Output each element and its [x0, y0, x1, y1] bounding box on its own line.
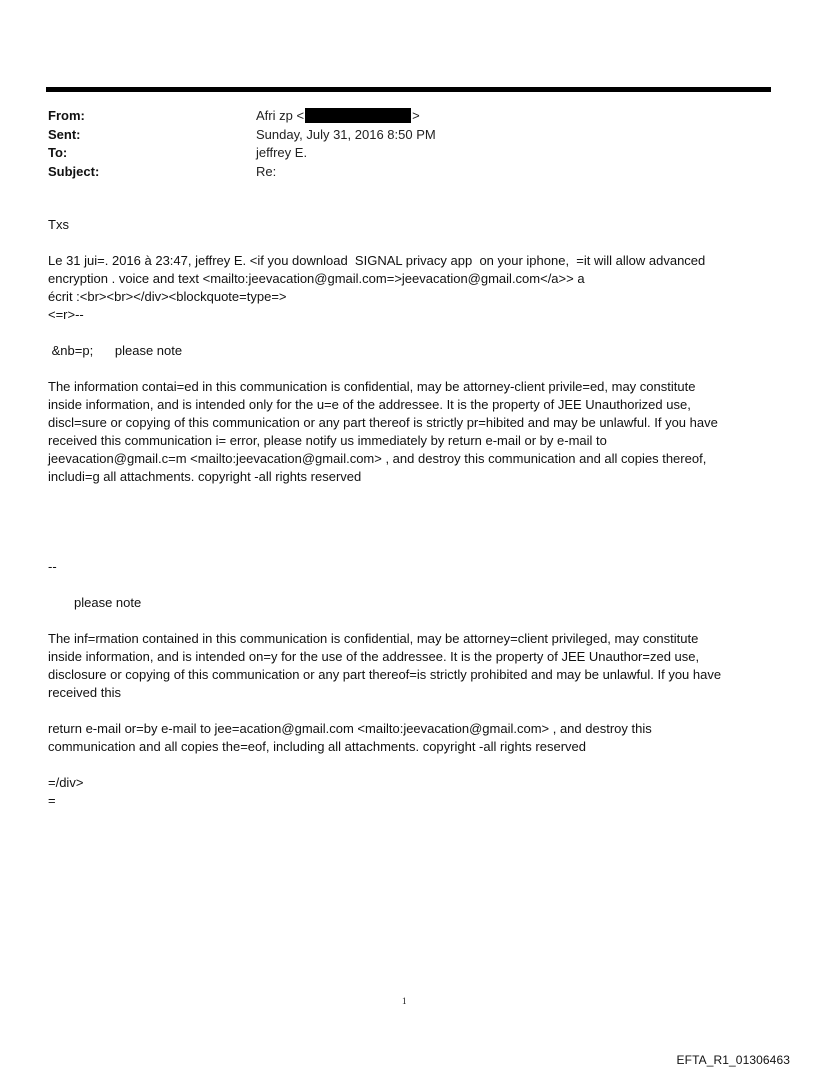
email-body [48, 216, 768, 810]
document-id: EFTA_R1_01306463 [676, 1053, 790, 1067]
subject-label: Subject: [48, 163, 100, 179]
subject-value: Re: [256, 163, 277, 179]
note-line: please note [74, 595, 142, 610]
disclaimer-line: disclosure or copying of this communication or any part thereof=is strictly prohibited and may be unlawful. If you have [48, 667, 722, 682]
from-open-bracket: < [296, 108, 305, 123]
closing-line: =/div> [48, 775, 84, 790]
sent-row [48, 126, 436, 145]
email-header [48, 107, 436, 181]
sent-label: Sent: [48, 126, 81, 142]
redaction-bar [305, 108, 411, 123]
quote-line: <=r>-- [48, 307, 84, 322]
from-value [256, 107, 420, 126]
sent-value: Sunday, July 31, 2016 8:50 PM [256, 126, 436, 142]
from-row [48, 107, 436, 126]
disclaimer-line: The inf=rmation contained in this communication is confidential, may be attorney=client privileged, may constitute [48, 631, 699, 646]
from-close-bracket: > [412, 108, 420, 123]
closing-line: = [48, 793, 56, 808]
note-line: &nb=p; please note [48, 343, 183, 358]
quote-line: Le 31 jui=. 2016 à 23:47, jeffrey E. <if you download SIGNAL privacy app on your iphone, =it will allow advanced [48, 253, 706, 268]
disclaimer-line: discl=sure or copying of this communication or any part thereof is strictly pr=hibited and may be unlawful. If you have [48, 415, 718, 430]
to-value: jeffrey E. [256, 145, 308, 160]
return-line: communication and all copies the=eof, including all attachments. copyright -all rights reserved [48, 739, 586, 754]
disclaimer-line: inside information, and is intended on=y for the use of the addressee. It is the property of JEE Unauthor=zed use, [48, 649, 700, 664]
return-line: return e-mail or=by e-mail to jee=acation@gmail.com <mailto:jeevacation@gmail.com> , and destroy this [48, 721, 652, 736]
disclaimer-line: includi=g all attachments. copyright -all rights reserved [48, 469, 362, 484]
quote-line: écrit :<br><br></div><blockquote=type=> [48, 289, 287, 304]
header-divider [46, 87, 771, 92]
separator: -- [48, 559, 57, 574]
disclaimer-line: received this [48, 685, 121, 700]
greeting: Txs [48, 217, 69, 232]
disclaimer-line: inside information, and is intended only for the u=e of the addressee. It is the property of JEE Unauthorized use, [48, 397, 691, 412]
to-row [48, 144, 436, 163]
from-name: Afri zp [256, 108, 293, 123]
subject-row [48, 163, 436, 182]
disclaimer-line: The information contai=ed in this communication is confidential, may be attorney-client privile=ed, may constitute [48, 379, 696, 394]
to-label: To: [48, 145, 68, 160]
from-label: From: [48, 108, 85, 123]
disclaimer-line: jeevacation@gmail.c=m <mailto:jeevacation@gmail.com> , and destroy this communication and all copies thereof, [48, 451, 707, 466]
page-number: 1 [402, 996, 407, 1006]
disclaimer-line: received this communication i= error, please notify us immediately by return e-mail or by e-mail to [48, 433, 607, 448]
quote-line: encryption . voice and text <mailto:jeevacation@gmail.com=>jeevacation@gmail.com</a>> a [48, 271, 585, 286]
